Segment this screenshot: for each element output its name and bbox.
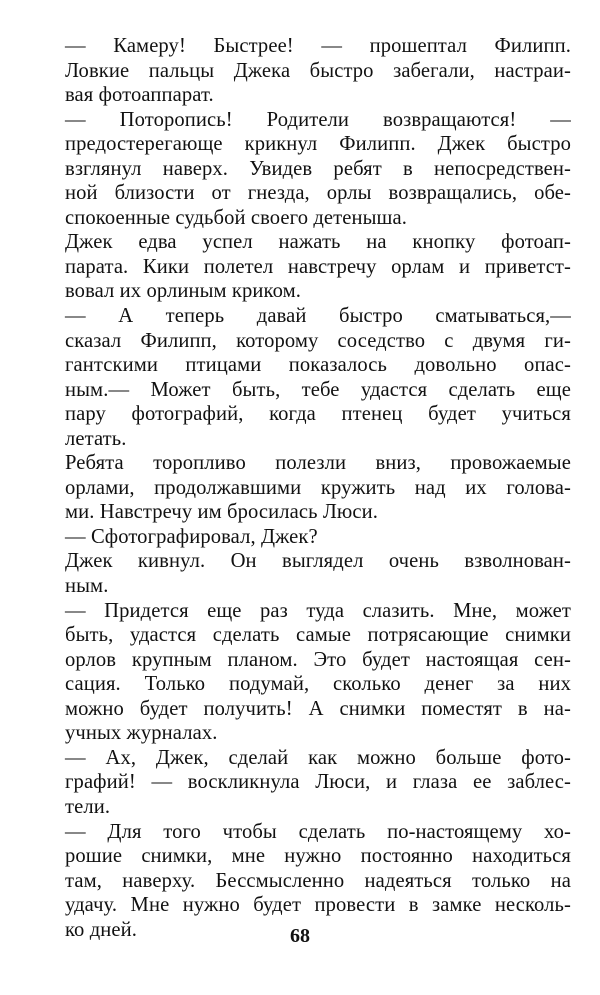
text-line: гантскими птицами показалось довольно опас- — [65, 354, 571, 377]
page-text — [65, 34, 571, 942]
text-line: ным. — [65, 575, 109, 598]
text-line: учных журналах. — [65, 722, 218, 745]
text-line: — Сфотографировал, Джек? — [65, 525, 318, 548]
text-line: ной близости от гнезда, орлы возвращались, обе- — [65, 182, 571, 205]
text-line: ко дней. — [65, 918, 138, 941]
text-line: предостерегающе крикнул Филипп. Джек быстро — [65, 133, 571, 156]
text-line: Ловкие пальцы Джека быстро забегали, настраи- — [65, 59, 571, 82]
text-line: удачу. Мне нужно будет провести в замке несколь- — [65, 894, 571, 917]
text-line: Ребята торопливо полезли вниз, провожаемые — [65, 452, 571, 475]
text-line: — А теперь давай быстро сматываться,— — [65, 305, 571, 328]
text-line: ным.— Может быть, тебе удастся сделать еще — [65, 378, 571, 401]
text-line: вовал их орлиным криком. — [65, 280, 301, 303]
page-number: 68 — [290, 925, 310, 947]
text-line: ми. Навстречу им бросилась Люси. — [65, 501, 378, 524]
text-line: — Поторопись! Родители возвращаются! — — [65, 108, 571, 131]
text-line: Джек кивнул. Он выглядел очень взволнован- — [65, 550, 571, 573]
text-line: быть, удастся сделать самые потрясающие снимки — [65, 624, 571, 647]
text-line: сказал Филипп, которому соседство с двумя ги- — [65, 329, 571, 352]
text-line: сация. Только подумай, сколько денег за них — [65, 673, 571, 696]
text-line: летать. — [65, 427, 127, 450]
text-line: тели. — [65, 795, 111, 818]
text-line: — Камеру! Быстрее! — прошептал Филипп. — [65, 35, 571, 57]
text-line: — Для того чтобы сделать по-настоящему хо- — [65, 820, 571, 843]
text-line: орлами, продолжавшими кружить над их голова- — [65, 476, 571, 499]
text-line: можно будет получить! А снимки поместят в на- — [65, 697, 571, 720]
text-line: Джек едва успел нажать на кнопку фотоап- — [65, 231, 571, 254]
text-line: графий! — воскликнула Люси, и глаза ее заблес- — [65, 771, 571, 794]
text-line: пару фотографий, когда птенец будет учиться — [65, 403, 571, 426]
text-line: вая фотоаппарат. — [65, 84, 214, 107]
text-line: там, наверху. Бессмысленно надеяться только на — [65, 869, 571, 892]
text-line: — Ах, Джек, сделай как можно больше фото- — [65, 746, 571, 769]
text-line: взглянул наверх. Увидев ребят в непосредствен- — [65, 157, 571, 180]
text-line: орлов крупным планом. Это будет настоящая сен- — [65, 648, 571, 671]
text-line: рошие снимки, мне нужно постоянно находиться — [65, 845, 571, 868]
text-line: спокоенные судьбой своего детеныша. — [65, 206, 408, 229]
text-line: парата. Кики полетел навстречу орлам и приветст- — [65, 255, 571, 278]
text-line: — Придется еще раз туда слазить. Мне, может — [65, 599, 571, 622]
